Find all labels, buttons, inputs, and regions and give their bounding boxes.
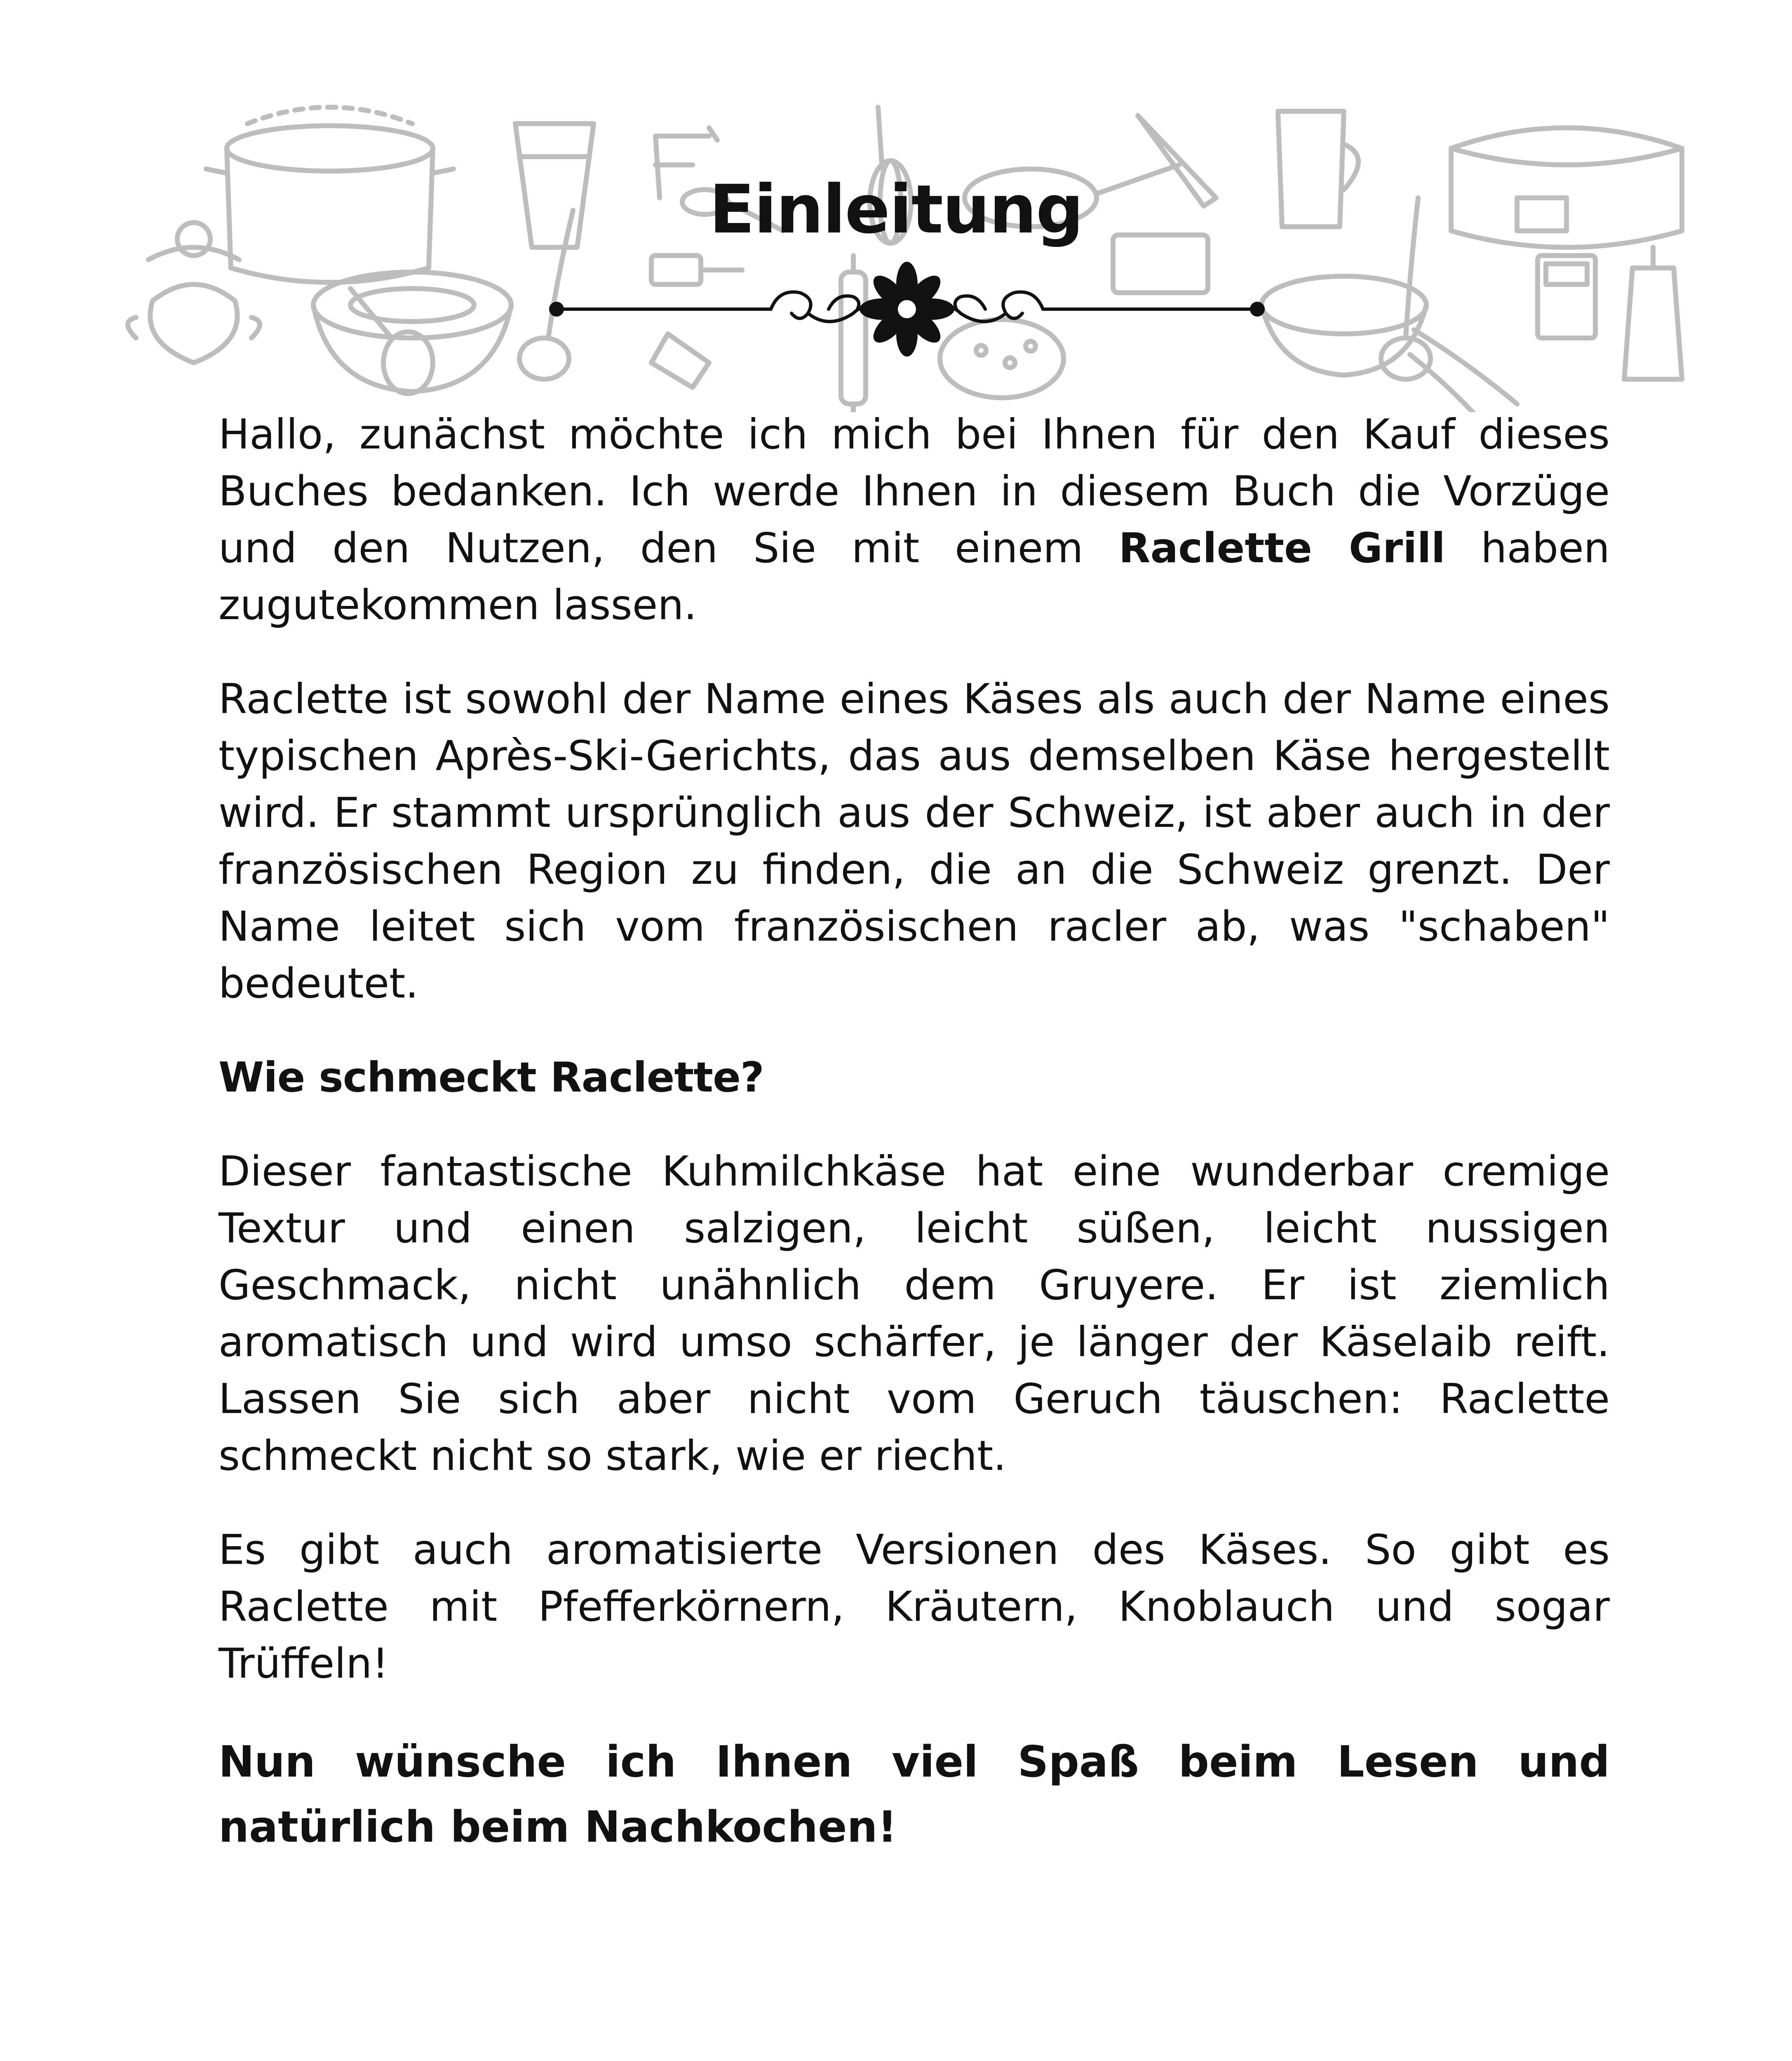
intro-paragraph-3: Dieser fantastische Kuhmilchkäse hat eine wunderbar cremige Textur und einen salzigen, leicht süßen, leicht nussigen Geschmack, nicht unähnlich dem Gruyere. Er ist ziemlich aromatisch und wird umso schärfer, je länger der Käselaib reift. Lassen Sie sich aber nicht vom Geruch täuschen: Raclette schmeckt nicht so stark, wie er riecht.	[218, 1147, 1610, 1480]
intro-paragraph-2: Raclette ist sowohl der Name eines Käses als auch der Name eines typischen Après-Ski-Gerichts, das aus demselben Käse hergestellt wird. Er stammt ursprünglich aus der Schweiz, ist aber auch in der französischen Region zu finden, die an die Schweiz grenzt. Der Name leitet sich vom französischen racler ab, was "schaben" bedeutet.	[218, 675, 1610, 1007]
raclette-grill-emphasis: Raclette Grill	[1118, 524, 1446, 572]
intro-paragraph-4: Es gibt auch aromatisierte Versionen des Käses. So gibt es Raclette mit Pfefferkörnern, Kräutern, Knoblauch und sogar Trüffeln!	[218, 1526, 1610, 1688]
closing-paragraph: Nun wünsche ich Ihnen viel Spaß beim Lesen und natürlich beim Nachkochen!	[218, 1737, 1610, 1852]
body-text	[218, 406, 1610, 1897]
scale-icon	[1538, 256, 1595, 338]
grater-icon	[1624, 247, 1682, 379]
flower-ornament-icon	[860, 262, 954, 357]
intro-paragraph-1: Hallo, zunächst möchte ich mich bei Ihnen für den Kauf dieses Buches bedanken. Ich werde Ihnen in diesem Buch die Vorzüge und den Nutzen, den Sie mit einem Raclette Grill haben zugutekommen lassen.	[218, 410, 1610, 629]
title-divider	[540, 247, 1274, 371]
section-question-heading: Wie schmeckt Raclette?	[218, 1053, 764, 1101]
page-title: Einleitung	[709, 171, 1083, 249]
